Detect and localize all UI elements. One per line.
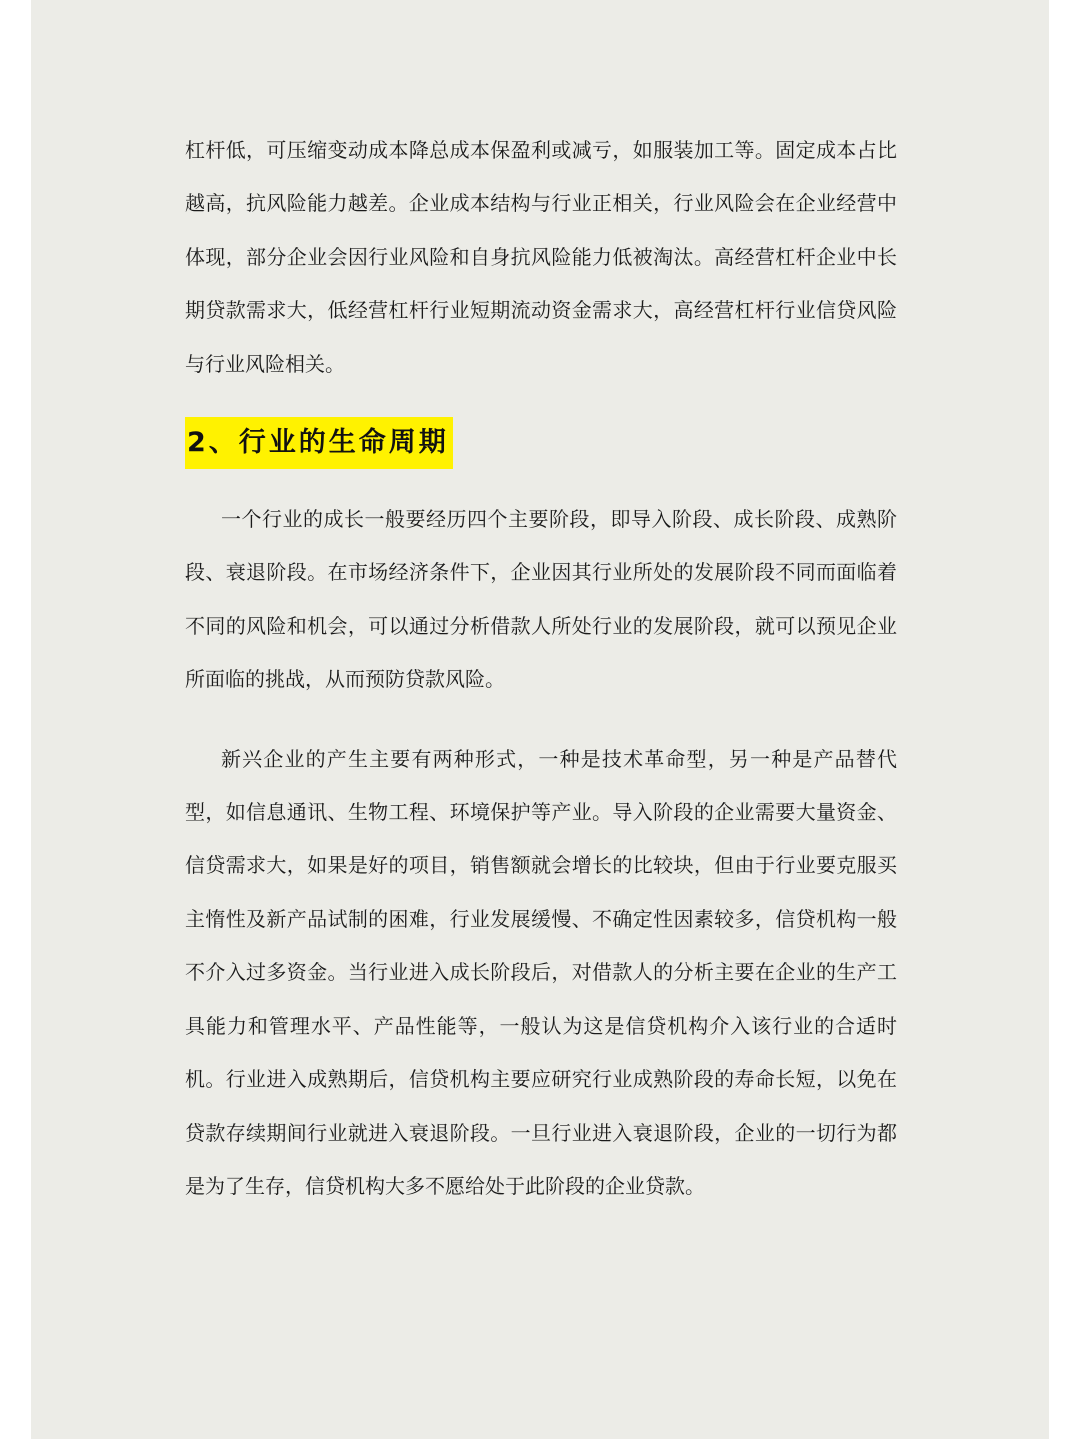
intro-paragraph: 杠杆低，可压缩变动成本降总成本保盈利或减亏，如服装加工等。固定成本占比越高，抗风险能力越差。企业成本结构与行业正相关，行业风险会在企业经营中体现，部分企业会因行业风险和自身抗风险能力低被淘汰。高经营杠杆企业中长期贷款需求大，低经营杠杆行业短期流动资金需求大，高经营杠杆行业信贷风险与行业风险相关。 — [185, 138, 897, 376]
document-page — [31, 0, 1049, 1439]
paragraph-emerging-enterprises: 新兴企业的产生主要有两种形式，一种是技术革命型，另一种是产品替代型，如信息通讯、生物工程、环境保护等产业。导入阶段的企业需要大量资金、信贷需求大，如果是好的项目，销售额就会增长的比较块，但由于行业要克服买主惰性及新产品试制的困难，行业发展缓慢、不确定性因素较多，信贷机构一般不介入过多资金。当行业进入成长阶段后，对借款人的分析主要在企业的生产工具能力和管理水平、产品性能等，一般认为这是信贷机构介入该行业的合适时机。行业进入成熟期后，信贷机构主要应研究行业成熟阶段的寿命长短，以免在贷款存续期间行业就进入衰退阶段。一旦行业进入衰退阶段，企业的一切行为都是为了生存，信贷机构大多不愿给处于此阶段的企业贷款。 — [185, 746, 897, 1198]
section-heading-wrap — [185, 417, 897, 469]
section-heading: 2、行业的生命周期 — [185, 417, 453, 469]
article-body — [185, 124, 897, 1213]
paragraph-gap — [185, 707, 897, 733]
paragraph-lifecycle-stages: 一个行业的成长一般要经历四个主要阶段，即导入阶段、成长阶段、成熟阶段、衰退阶段。在市场经济条件下，企业因其行业所处的发展阶段不同而面临着不同的风险和机会，可以通过分析借款人所处行业的发展阶段，就可以预见企业所面临的挑战，从而预防贷款风险。 — [185, 507, 897, 692]
